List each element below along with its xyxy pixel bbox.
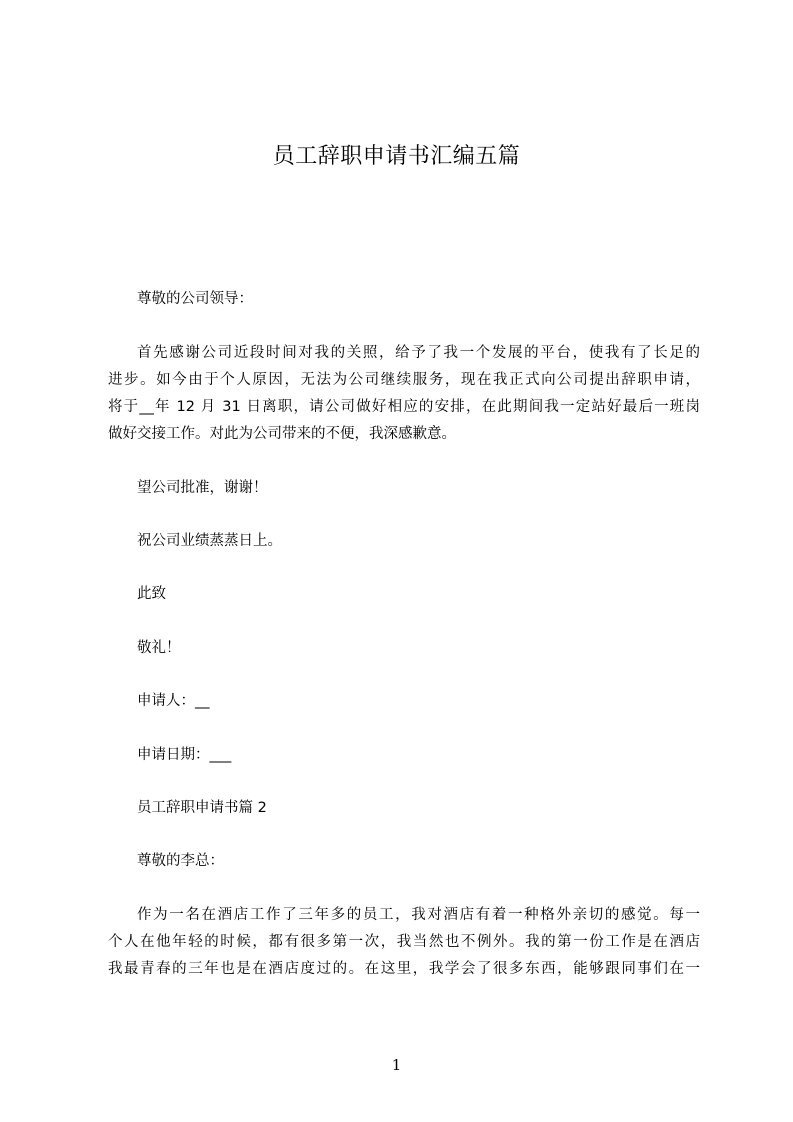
section-heading-2: 员工辞职申请书篇 2: [137, 800, 267, 816]
paragraph-1-line-1: 首先感谢公司近段时间对我的关照，给予了我一个发展的平台，使我有了长足的: [137, 345, 700, 361]
paragraph-1-line-2: 进步。如今由于个人原因，无法为公司继续服务，现在我正式向公司提出辞职申请，: [108, 372, 700, 388]
salutation-1: 尊敬的公司领导：: [137, 291, 253, 307]
paragraph-2-line-2: 个人在他年轻的时候，都有很多第一次，我当然也不例外。我的第一份工作是在酒店: [108, 934, 700, 950]
page-number: 1: [391, 1056, 402, 1074]
document-title: 员工辞职申请书汇编五篇: [272, 144, 521, 169]
paragraph-2-line-1: 作为一名在酒店工作了三年多的员工，我对酒店有着一种格外亲切的感觉。每一: [137, 907, 700, 923]
document-body: [108, 0, 700, 1122]
closing-jingli: 敬礼！: [137, 640, 181, 656]
paragraph-1-line-3: 将于__年 12 月 31 日离职，请公司做好相应的安排，在此期间我一定站好最后一班岗: [108, 399, 700, 415]
applicant-line: 申请人：__: [137, 693, 210, 709]
salutation-2: 尊敬的李总：: [137, 853, 224, 869]
date-line: 申请日期：___: [137, 747, 232, 763]
closing-cizhi: 此致: [137, 586, 166, 602]
paragraph-2-line-3: 我最青春的三年也是在酒店度过的。在这里，我学会了很多东西，能够跟同事们在一: [108, 961, 700, 977]
wish-line: 祝公司业绩蒸蒸日上。: [137, 533, 282, 549]
paragraph-1-line-4: 做好交接工作。对此为公司带来的不便，我深感歉意。: [108, 426, 456, 442]
approval-line: 望公司批准，谢谢！: [137, 480, 268, 496]
